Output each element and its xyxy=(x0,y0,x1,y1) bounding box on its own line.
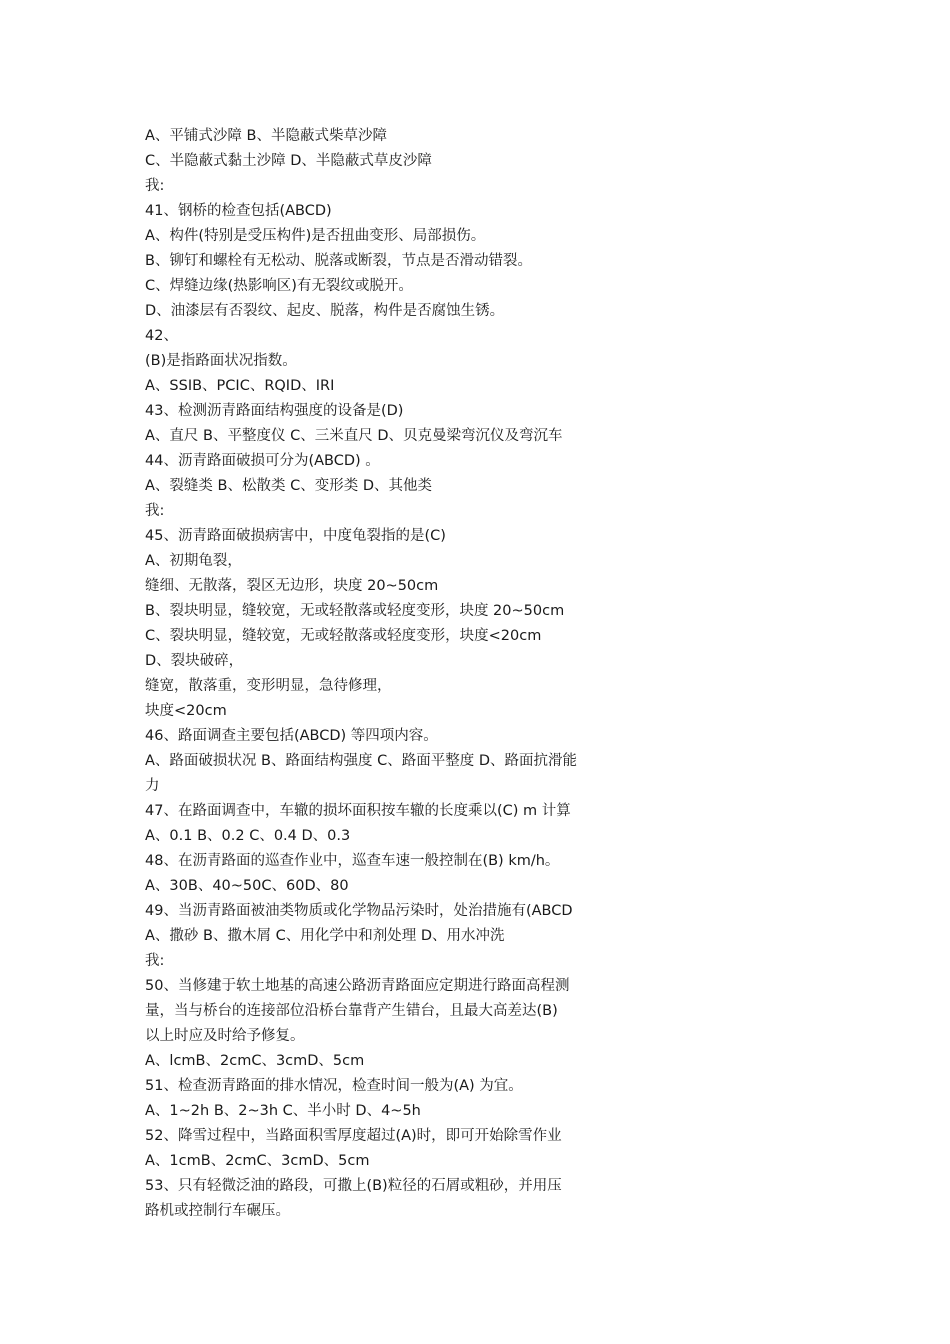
question-53: 53、只有轻微泛油的路段，可撒上(B)粒径的石屑或粗砂，并用压 xyxy=(145,1178,562,1194)
text-line: 缝宽，散落重，变形明显，急待修理， xyxy=(145,678,392,694)
text-line: 力 xyxy=(145,778,160,794)
document-page xyxy=(145,124,645,1224)
text-line: D、油漆层有否裂纹、起皮、脱落，构件是否腐蚀生锈。 xyxy=(145,303,505,319)
question-48: 48、在沥青路面的巡查作业中，巡查车速一般控制在(B) km/h。 xyxy=(145,853,560,869)
text-line: 我: xyxy=(145,178,165,194)
text-line: A、直尺 B、平整度仪 C、三米直尺 D、贝克曼梁弯沉仪及弯沉车 xyxy=(145,428,563,444)
text-line: B、裂块明显，缝较宽，无或轻散落或轻度变形，块度 20~50cm xyxy=(145,603,565,619)
text-line: A、0.1 B、0.2 C、0.4 D、0.3 xyxy=(145,828,351,844)
text-line: A、平铺式沙障 B、半隐蔽式柴草沙障 xyxy=(145,128,387,144)
text-line: (B)是指路面状况指数。 xyxy=(145,353,297,369)
question-45: 45、沥青路面破损病害中，中度龟裂指的是(C) xyxy=(145,528,446,544)
text-line: 缝细、无散落，裂区无边形，块度 20~50cm xyxy=(145,578,439,594)
text-line: D、裂块破碎， xyxy=(145,653,244,669)
question-51: 51、检查沥青路面的排水情况，检查时间一般为(A) 为宜。 xyxy=(145,1078,523,1094)
text-line: A、SSIB、PCIC、RQID、IRI xyxy=(145,378,335,394)
question-41: 41、钢桥的检查包括(ABCD) xyxy=(145,203,332,219)
text-line: 块度<20cm xyxy=(145,703,227,719)
text-line: A、30B、40~50C、60D、80 xyxy=(145,878,349,894)
text-line: 量，当与桥台的连接部位沿桥台靠背产生错台，且最大高差达(B) xyxy=(145,1003,558,1019)
text-line: 我: xyxy=(145,503,165,519)
text-line: A、lcmB、2cmC、3cmD、5cm xyxy=(145,1053,365,1069)
question-50: 50、当修建于软土地基的高速公路沥青路面应定期进行路面高程测 xyxy=(145,978,570,994)
text-line: A、裂缝类 B、松散类 C、变形类 D、其他类 xyxy=(145,478,432,494)
text-line: C、半隐蔽式黏土沙障 D、半隐蔽式草皮沙障 xyxy=(145,153,432,169)
text-line: C、焊缝边缘(热影响区)有无裂纹或脱开。 xyxy=(145,278,413,294)
text-line: A、构件(特别是受压构件)是否扭曲变形、局部损伤。 xyxy=(145,228,486,244)
text-line: A、撒砂 B、撒木屑 C、用化学中和剂处理 D、用水冲洗 xyxy=(145,928,505,944)
text-line: B、铆钉和螺栓有无松动、脱落或断裂，节点是否滑动错裂。 xyxy=(145,253,532,269)
text-line: A、1cmB、2cmC、3cmD、5cm xyxy=(145,1153,370,1169)
question-47: 47、在路面调查中，车辙的损坏面积按车辙的长度乘以(C) m 计算 xyxy=(145,803,571,819)
text-line: C、裂块明显，缝较宽，无或轻散落或轻度变形，块度<20cm xyxy=(145,628,542,644)
question-52: 52、降雪过程中，当路面积雪厚度超过(A)时，即可开始除雪作业 xyxy=(145,1128,562,1144)
text-line: 我: xyxy=(145,953,165,969)
question-42: 42、 xyxy=(145,328,178,344)
question-43: 43、检测沥青路面结构强度的设备是(D) xyxy=(145,403,404,419)
text-line: A、初期龟裂， xyxy=(145,553,242,569)
text-line: A、路面破损状况 B、路面结构强度 C、路面平整度 D、路面抗滑能 xyxy=(145,753,577,769)
question-49: 49、当沥青路面被油类物质或化学物品污染时，处治措施有(ABCD xyxy=(145,903,573,919)
text-line: 以上时应及时给予修复。 xyxy=(145,1028,305,1044)
question-44: 44、沥青路面破损可分为(ABCD) 。 xyxy=(145,453,380,469)
question-46: 46、路面调查主要包括(ABCD) 等四项内容。 xyxy=(145,728,438,744)
text-line: A、1~2h B、2~3h C、半小时 D、4~5h xyxy=(145,1103,421,1119)
text-line: 路机或控制行车碾压。 xyxy=(145,1203,290,1219)
